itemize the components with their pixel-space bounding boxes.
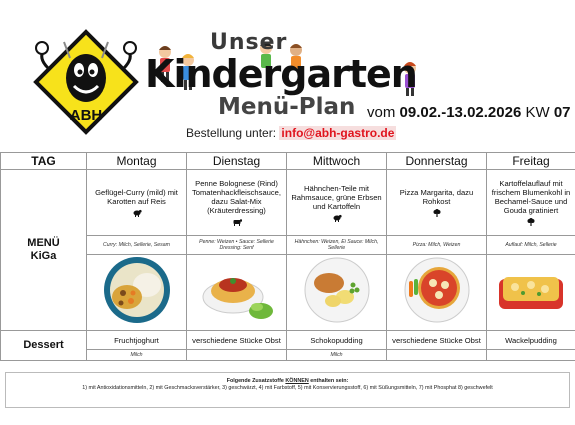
title-menu-plan: Menü-Plan (218, 94, 356, 120)
chicken-icon (332, 214, 342, 222)
abh-logo (30, 28, 142, 138)
date-range: 09.02.-13.02.2026 (399, 104, 522, 121)
dessert-allergens-tuesday (187, 350, 287, 361)
title-kindergarten: Kindergarten (145, 52, 417, 96)
title-unser: Unser (210, 30, 288, 55)
dessert-allergens-wednesday: Milch (287, 350, 387, 361)
chicken-potatoes-image (287, 255, 387, 331)
dish-monday: Geflügel-Curry (mild) mit Karotten auf Reis (87, 170, 187, 236)
day-header-friday: Freitag (487, 153, 575, 170)
dessert-tuesday: verschiedene Stücke Obst (187, 331, 287, 350)
order-line: Bestellung unter: info@abh-gastro.de (186, 126, 395, 140)
dish-tuesday: Penne Bolognese (Rind) Tomatenhackfleischsauce, dazu Salat-Mix (Kräuterdressing) (187, 170, 287, 236)
image-row (1, 255, 575, 331)
dessert-allergen-row (1, 350, 575, 361)
dish-wednesday: Hähnchen-Teile mit Rahmsauce, grüne Erbsen und Kartoffeln (287, 170, 387, 236)
day-header-thursday: Donnerstag (387, 153, 487, 170)
broccoli-icon (526, 218, 536, 226)
allergens-wednesday: Hähnchen: Weizen, Ei Sauce: Milch, Sellerie (287, 236, 387, 255)
dish-friday: Kartoffelauflauf mit frischem Blumenkohl in Bechamel-Sauce und Gouda gratiniert (487, 170, 575, 236)
dessert-allergens-monday: Milch (87, 350, 187, 361)
dessert-friday: Wackelpudding (487, 331, 575, 350)
additives-footnote: Folgende Zusatzstoffe KÖNNEN enthalten sein: 1) mit Antioxidationsmitteln, 2) mit Geschmacksverstärker, 3) geschwärzt, 4) mit Farbstoff, 5) mit Konservierungsstoff, 6) mit Süßungsmitteln, 7) mit Phosphat 8) geschwefelt (82, 378, 493, 391)
day-header-row (1, 153, 575, 170)
curry-rice-image (87, 255, 187, 331)
allergens-monday: Curry: Milch, Sellerie, Sesam (87, 236, 187, 255)
broccoli-icon (432, 209, 442, 217)
order-email-link[interactable]: info@abh-gastro.de (281, 126, 395, 140)
dish-thursday: Pizza Margarita, dazu Rohkost (387, 170, 487, 236)
dessert-allergens-thursday (387, 350, 487, 361)
dish-row (1, 170, 575, 236)
allergens-tuesday: Penne: Weizen • Sauce: Sellerie Dressing: Senf (187, 236, 287, 255)
cow-icon (232, 218, 242, 226)
svg-text:ABH: ABH (69, 107, 103, 124)
day-header-wednesday: Mittwoch (287, 153, 387, 170)
dessert-row (1, 331, 575, 350)
allergen-row (1, 236, 575, 255)
date-range-line: vom 09.02.-13.02.2026 KW 07 (367, 104, 571, 121)
pizza-image (387, 255, 487, 331)
dessert-allergens-friday (487, 350, 575, 361)
dessert-monday: Fruchtjoghurt (87, 331, 187, 350)
pasta-salad-image (187, 255, 287, 331)
day-header-monday: Montag (87, 153, 187, 170)
menu-kiga-label: MENÜ KiGa (1, 170, 87, 331)
menu-table (0, 152, 575, 361)
dessert-thursday: verschiedene Stücke Obst (387, 331, 487, 350)
tag-header: TAG (1, 153, 87, 170)
day-header-tuesday: Dienstag (187, 153, 287, 170)
week-number: 07 (553, 104, 571, 121)
allergens-friday: Auflauf: Milch, Sellerie (487, 236, 575, 255)
dessert-label: Dessert (1, 331, 87, 361)
dessert-wednesday: Schokopudding (287, 331, 387, 350)
allergens-thursday: Pizza: Milch, Weizen (387, 236, 487, 255)
casserole-image (487, 255, 575, 331)
chicken-icon (132, 209, 142, 217)
